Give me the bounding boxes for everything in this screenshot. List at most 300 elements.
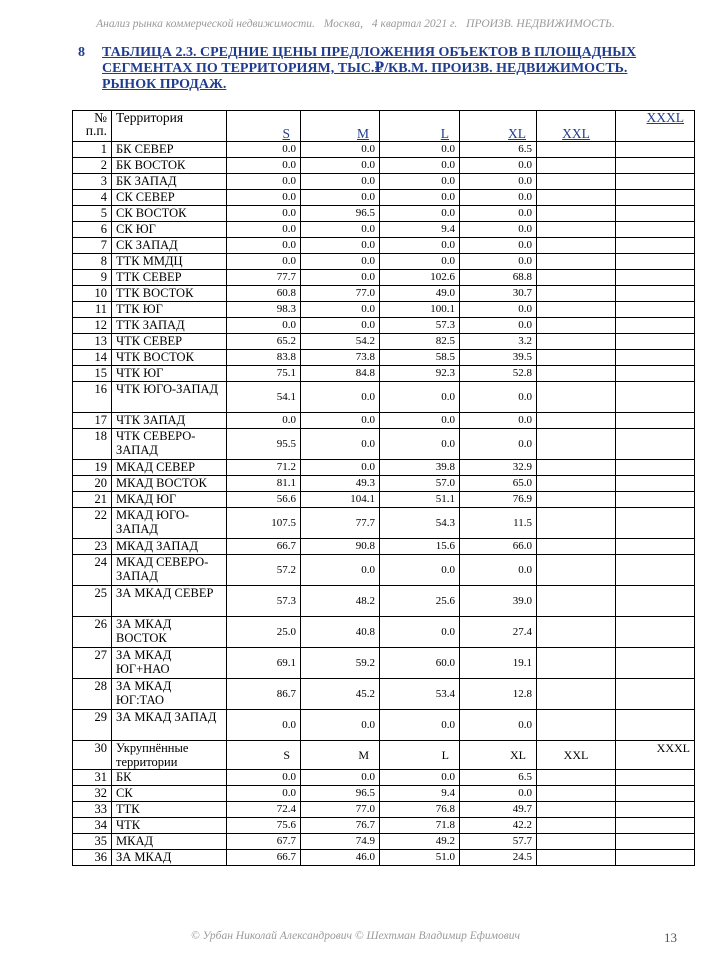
value-xxl bbox=[537, 222, 616, 238]
row-number: 27 bbox=[73, 648, 112, 679]
value-l: 0.0 bbox=[380, 174, 460, 190]
header-xxxl-link[interactable]: XXXL bbox=[616, 111, 695, 142]
table-row bbox=[73, 286, 695, 302]
value-s: 0.0 bbox=[227, 190, 301, 206]
table-row bbox=[73, 460, 695, 476]
territory-cell: ЧТК ЮГ bbox=[112, 366, 227, 382]
value-xxxl bbox=[616, 302, 695, 318]
row-number: 17 bbox=[73, 413, 112, 429]
value-xxl bbox=[537, 286, 616, 302]
header-l-link[interactable]: L bbox=[380, 111, 460, 142]
value-m: 59.2 bbox=[301, 648, 380, 679]
value-xxl bbox=[537, 429, 616, 460]
value-s: 0.0 bbox=[227, 238, 301, 254]
value-xxxl bbox=[616, 270, 695, 286]
subheader-territory: Укрупнённые территории bbox=[112, 741, 227, 770]
value-xxl bbox=[537, 710, 616, 741]
row-number: 13 bbox=[73, 334, 112, 350]
row-number: 24 bbox=[73, 555, 112, 586]
value-xl: 68.8 bbox=[460, 270, 537, 286]
value-m: 73.8 bbox=[301, 350, 380, 366]
territory-cell: БК СЕВЕР bbox=[112, 142, 227, 158]
value-s: 98.3 bbox=[227, 302, 301, 318]
value-s: 86.7 bbox=[227, 679, 301, 710]
value-s: 0.0 bbox=[227, 254, 301, 270]
value-s: 77.7 bbox=[227, 270, 301, 286]
table-row bbox=[73, 492, 695, 508]
table-row bbox=[73, 318, 695, 334]
value-xxxl bbox=[616, 190, 695, 206]
value-xxxl bbox=[616, 350, 695, 366]
table-row bbox=[73, 508, 695, 539]
table-row bbox=[73, 190, 695, 206]
value-l: 0.0 bbox=[380, 555, 460, 586]
value-m: 77.7 bbox=[301, 508, 380, 539]
table-row bbox=[73, 382, 695, 413]
territory-cell: ЗА МКАД ЗАПАД bbox=[112, 710, 227, 741]
value-m: 0.0 bbox=[301, 318, 380, 334]
value-xxl bbox=[537, 460, 616, 476]
value-s: 65.2 bbox=[227, 334, 301, 350]
table-row bbox=[73, 539, 695, 555]
row-number: 36 bbox=[73, 850, 112, 866]
value-xxxl bbox=[616, 476, 695, 492]
value-m: 0.0 bbox=[301, 222, 380, 238]
value-xxl bbox=[537, 786, 616, 802]
row-number: 6 bbox=[73, 222, 112, 238]
value-xl: 49.7 bbox=[460, 802, 537, 818]
value-xl: 6.5 bbox=[460, 142, 537, 158]
value-m: 0.0 bbox=[301, 710, 380, 741]
value-xl: 0.0 bbox=[460, 413, 537, 429]
header-segment: ПРОИЗВ. НЕДВИЖИМОСТЬ. bbox=[466, 18, 615, 30]
value-s: 67.7 bbox=[227, 834, 301, 850]
value-xxxl bbox=[616, 834, 695, 850]
table-row bbox=[73, 429, 695, 460]
value-xxxl bbox=[616, 850, 695, 866]
value-xl: 76.9 bbox=[460, 492, 537, 508]
value-xl: 0.0 bbox=[460, 174, 537, 190]
value-m: 104.1 bbox=[301, 492, 380, 508]
row-number: 20 bbox=[73, 476, 112, 492]
value-s: 0.0 bbox=[227, 710, 301, 741]
value-xxl bbox=[537, 648, 616, 679]
territory-cell: МКАД ВОСТОК bbox=[112, 476, 227, 492]
row-number: 3 bbox=[73, 174, 112, 190]
subheader-xl: XL bbox=[460, 741, 537, 770]
value-xl: 65.0 bbox=[460, 476, 537, 492]
table-row bbox=[73, 366, 695, 382]
value-m: 96.5 bbox=[301, 206, 380, 222]
row-number: 1 bbox=[73, 142, 112, 158]
value-s: 0.0 bbox=[227, 413, 301, 429]
table-row bbox=[73, 786, 695, 802]
value-l: 60.0 bbox=[380, 648, 460, 679]
value-l: 9.4 bbox=[380, 222, 460, 238]
value-xl: 0.0 bbox=[460, 302, 537, 318]
row-number: 35 bbox=[73, 834, 112, 850]
row-number: 10 bbox=[73, 286, 112, 302]
value-s: 0.0 bbox=[227, 222, 301, 238]
header-m-link[interactable]: M bbox=[301, 111, 380, 142]
value-s: 25.0 bbox=[227, 617, 301, 648]
value-s: 0.0 bbox=[227, 318, 301, 334]
value-s: 0.0 bbox=[227, 770, 301, 786]
value-xxl bbox=[537, 366, 616, 382]
row-number: 19 bbox=[73, 460, 112, 476]
table-row bbox=[73, 238, 695, 254]
value-xxl bbox=[537, 190, 616, 206]
value-xxl bbox=[537, 508, 616, 539]
value-xxxl bbox=[616, 648, 695, 679]
value-l: 15.6 bbox=[380, 539, 460, 555]
territory-cell: СК ВОСТОК bbox=[112, 206, 227, 222]
value-xxxl bbox=[616, 334, 695, 350]
value-l: 49.2 bbox=[380, 834, 460, 850]
row-number: 34 bbox=[73, 818, 112, 834]
value-xxl bbox=[537, 350, 616, 366]
value-m: 0.0 bbox=[301, 429, 380, 460]
value-xxxl bbox=[616, 770, 695, 786]
table-title-block bbox=[78, 45, 678, 93]
table-row bbox=[73, 679, 695, 710]
table-row bbox=[73, 586, 695, 617]
value-l: 57.0 bbox=[380, 476, 460, 492]
territory-cell: БК ЗАПАД bbox=[112, 174, 227, 190]
value-l: 51.1 bbox=[380, 492, 460, 508]
territory-cell: СК bbox=[112, 786, 227, 802]
value-m: 0.0 bbox=[301, 413, 380, 429]
header-xxl-link[interactable]: XXL bbox=[537, 111, 616, 142]
table-row bbox=[73, 476, 695, 492]
value-l: 9.4 bbox=[380, 786, 460, 802]
value-xxl bbox=[537, 818, 616, 834]
value-xl: 0.0 bbox=[460, 429, 537, 460]
value-xxxl bbox=[616, 318, 695, 334]
value-xxl bbox=[537, 770, 616, 786]
table-row bbox=[73, 158, 695, 174]
value-xl: 39.5 bbox=[460, 350, 537, 366]
value-s: 60.8 bbox=[227, 286, 301, 302]
value-xxl bbox=[537, 142, 616, 158]
value-xxxl bbox=[616, 222, 695, 238]
territory-cell: ЗА МКАД СЕВЕР bbox=[112, 586, 227, 617]
row-number: 15 bbox=[73, 366, 112, 382]
value-xl: 0.0 bbox=[460, 206, 537, 222]
value-xxxl bbox=[616, 539, 695, 555]
subheader-xxl: XXL bbox=[537, 741, 616, 770]
value-xxl bbox=[537, 586, 616, 617]
value-xl: 27.4 bbox=[460, 617, 537, 648]
header-no: № п.п. bbox=[73, 111, 112, 142]
value-l: 39.8 bbox=[380, 460, 460, 476]
header-xl-link[interactable]: XL bbox=[460, 111, 537, 142]
value-m: 48.2 bbox=[301, 586, 380, 617]
value-xxxl bbox=[616, 142, 695, 158]
header-territory: Территория bbox=[112, 111, 227, 142]
value-xl: 42.2 bbox=[460, 818, 537, 834]
territory-cell: МКАД bbox=[112, 834, 227, 850]
value-xxl bbox=[537, 850, 616, 866]
table-row bbox=[73, 302, 695, 318]
table-row bbox=[73, 222, 695, 238]
territory-cell: ТТК ЗАПАД bbox=[112, 318, 227, 334]
header-report-title: Анализ рынка коммерческой недвижимости. bbox=[96, 18, 315, 30]
value-xxxl bbox=[616, 366, 695, 382]
territory-cell: МКАД ЮГ bbox=[112, 492, 227, 508]
value-xl: 0.0 bbox=[460, 222, 537, 238]
value-xl: 6.5 bbox=[460, 770, 537, 786]
row-number: 29 bbox=[73, 710, 112, 741]
value-m: 0.0 bbox=[301, 190, 380, 206]
territory-cell: ТТК ВОСТОК bbox=[112, 286, 227, 302]
row-number: 11 bbox=[73, 302, 112, 318]
table-row bbox=[73, 142, 695, 158]
value-xl: 0.0 bbox=[460, 238, 537, 254]
value-l: 51.0 bbox=[380, 850, 460, 866]
subheader-s: S bbox=[227, 741, 301, 770]
value-xxxl bbox=[616, 586, 695, 617]
value-l: 54.3 bbox=[380, 508, 460, 539]
value-l: 102.6 bbox=[380, 270, 460, 286]
value-l: 53.4 bbox=[380, 679, 460, 710]
territory-cell: ЧТК СЕВЕР bbox=[112, 334, 227, 350]
value-m: 0.0 bbox=[301, 254, 380, 270]
table-row bbox=[73, 350, 695, 366]
prices-table bbox=[72, 110, 695, 866]
value-s: 0.0 bbox=[227, 142, 301, 158]
territory-cell: ТТК ЮГ bbox=[112, 302, 227, 318]
value-xxxl bbox=[616, 679, 695, 710]
header-period: 4 квартал 2021 г. bbox=[371, 18, 458, 30]
value-l: 0.0 bbox=[380, 770, 460, 786]
subheader-l: L bbox=[380, 741, 460, 770]
row-number: 16 bbox=[73, 382, 112, 413]
row-number: 32 bbox=[73, 786, 112, 802]
value-xl: 0.0 bbox=[460, 318, 537, 334]
value-s: 71.2 bbox=[227, 460, 301, 476]
value-l: 57.3 bbox=[380, 318, 460, 334]
value-xxxl bbox=[616, 254, 695, 270]
value-l: 0.0 bbox=[380, 158, 460, 174]
value-l: 58.5 bbox=[380, 350, 460, 366]
value-m: 77.0 bbox=[301, 286, 380, 302]
value-m: 49.3 bbox=[301, 476, 380, 492]
value-xl: 0.0 bbox=[460, 190, 537, 206]
value-l: 0.0 bbox=[380, 429, 460, 460]
territory-cell: БК bbox=[112, 770, 227, 786]
row-number: 18 bbox=[73, 429, 112, 460]
value-xxl bbox=[537, 206, 616, 222]
value-xl: 0.0 bbox=[460, 382, 537, 413]
value-m: 90.8 bbox=[301, 539, 380, 555]
row-number: 4 bbox=[73, 190, 112, 206]
running-header bbox=[0, 18, 711, 30]
territory-cell: МКАД ЮГО-ЗАПАД bbox=[112, 508, 227, 539]
value-l: 0.0 bbox=[380, 206, 460, 222]
value-xl: 0.0 bbox=[460, 555, 537, 586]
value-xl: 0.0 bbox=[460, 786, 537, 802]
value-xxl bbox=[537, 270, 616, 286]
row-number: 7 bbox=[73, 238, 112, 254]
header-s-link[interactable]: S bbox=[227, 111, 301, 142]
value-xxl bbox=[537, 174, 616, 190]
value-xxl bbox=[537, 539, 616, 555]
value-xxxl bbox=[616, 492, 695, 508]
value-m: 0.0 bbox=[301, 270, 380, 286]
value-m: 46.0 bbox=[301, 850, 380, 866]
value-s: 66.7 bbox=[227, 850, 301, 866]
value-xl: 0.0 bbox=[460, 158, 537, 174]
value-m: 0.0 bbox=[301, 555, 380, 586]
aggregated-subheader-row bbox=[73, 741, 695, 770]
value-l: 82.5 bbox=[380, 334, 460, 350]
value-xxxl bbox=[616, 617, 695, 648]
value-xxl bbox=[537, 158, 616, 174]
value-l: 0.0 bbox=[380, 710, 460, 741]
value-s: 0.0 bbox=[227, 206, 301, 222]
value-xxxl bbox=[616, 786, 695, 802]
value-m: 0.0 bbox=[301, 174, 380, 190]
value-l: 49.0 bbox=[380, 286, 460, 302]
territory-cell: ЗА МКАД bbox=[112, 850, 227, 866]
territory-cell: ЧТК СЕВЕРО-ЗАПАД bbox=[112, 429, 227, 460]
territory-cell: ЧТК ВОСТОК bbox=[112, 350, 227, 366]
value-xl: 32.9 bbox=[460, 460, 537, 476]
value-xxl bbox=[537, 834, 616, 850]
row-number: 31 bbox=[73, 770, 112, 786]
value-xxxl bbox=[616, 460, 695, 476]
territory-cell: БК ВОСТОК bbox=[112, 158, 227, 174]
value-s: 81.1 bbox=[227, 476, 301, 492]
header-city: Москва, bbox=[323, 18, 363, 30]
value-xl: 11.5 bbox=[460, 508, 537, 539]
row-number: 30 bbox=[73, 741, 112, 770]
value-s: 75.6 bbox=[227, 818, 301, 834]
territory-cell: ЗА МКАД ВОСТОК bbox=[112, 617, 227, 648]
territory-cell: МКАД СЕВЕР bbox=[112, 460, 227, 476]
row-number: 12 bbox=[73, 318, 112, 334]
value-xxl bbox=[537, 476, 616, 492]
row-number: 5 bbox=[73, 206, 112, 222]
value-s: 57.2 bbox=[227, 555, 301, 586]
value-xl: 0.0 bbox=[460, 710, 537, 741]
table-row bbox=[73, 555, 695, 586]
value-xxxl bbox=[616, 710, 695, 741]
value-m: 0.0 bbox=[301, 142, 380, 158]
value-s: 56.6 bbox=[227, 492, 301, 508]
table-row bbox=[73, 850, 695, 866]
table-row bbox=[73, 174, 695, 190]
row-number: 28 bbox=[73, 679, 112, 710]
row-number: 26 bbox=[73, 617, 112, 648]
value-xl: 30.7 bbox=[460, 286, 537, 302]
value-l: 71.8 bbox=[380, 818, 460, 834]
value-s: 0.0 bbox=[227, 786, 301, 802]
value-s: 54.1 bbox=[227, 382, 301, 413]
value-m: 45.2 bbox=[301, 679, 380, 710]
value-xxl bbox=[537, 555, 616, 586]
value-s: 72.4 bbox=[227, 802, 301, 818]
value-xl: 66.0 bbox=[460, 539, 537, 555]
table-row bbox=[73, 617, 695, 648]
table-row bbox=[73, 770, 695, 786]
value-xxxl bbox=[616, 174, 695, 190]
value-m: 0.0 bbox=[301, 770, 380, 786]
value-xxl bbox=[537, 802, 616, 818]
row-number: 2 bbox=[73, 158, 112, 174]
value-m: 0.0 bbox=[301, 302, 380, 318]
value-xxxl bbox=[616, 286, 695, 302]
value-l: 0.0 bbox=[380, 413, 460, 429]
page-number: 13 bbox=[664, 930, 677, 945]
table-row bbox=[73, 802, 695, 818]
value-m: 40.8 bbox=[301, 617, 380, 648]
value-l: 0.0 bbox=[380, 238, 460, 254]
territory-cell: СК СЕВЕР bbox=[112, 190, 227, 206]
table-row bbox=[73, 334, 695, 350]
territory-cell: ТТК ММДЦ bbox=[112, 254, 227, 270]
value-xxxl bbox=[616, 158, 695, 174]
value-xxl bbox=[537, 617, 616, 648]
territory-cell: ЗА МКАД ЮГ:ТАО bbox=[112, 679, 227, 710]
value-xl: 3.2 bbox=[460, 334, 537, 350]
value-xxxl bbox=[616, 802, 695, 818]
subheader-xxxl: XXXL bbox=[616, 741, 695, 770]
value-s: 95.5 bbox=[227, 429, 301, 460]
value-l: 25.6 bbox=[380, 586, 460, 617]
value-xl: 0.0 bbox=[460, 254, 537, 270]
table-title-link[interactable]: ТАБЛИЦА 2.3. СРЕДНИЕ ЦЕНЫ ПРЕДЛОЖЕНИЯ ОБЪЕКТОВ В ПЛОЩАДНЫХ СЕГМЕНТАХ ПО ТЕРРИТОРИЯМ, ТЫС.₽/КВ.М. ПРОИЗВ. НЕДВИЖИМОСТЬ. РЫНОК ПРОДАЖ. bbox=[102, 45, 637, 92]
value-xxxl bbox=[616, 818, 695, 834]
value-l: 0.0 bbox=[380, 142, 460, 158]
value-xxl bbox=[537, 238, 616, 254]
value-l: 0.0 bbox=[380, 382, 460, 413]
table-row bbox=[73, 270, 695, 286]
territory-cell: СК ЗАПАД bbox=[112, 238, 227, 254]
row-number: 33 bbox=[73, 802, 112, 818]
value-l: 92.3 bbox=[380, 366, 460, 382]
territory-cell: ТТК СЕВЕР bbox=[112, 270, 227, 286]
value-xl: 19.1 bbox=[460, 648, 537, 679]
table-row bbox=[73, 710, 695, 741]
territory-cell: ЗА МКАД ЮГ+НАО bbox=[112, 648, 227, 679]
value-xxxl bbox=[616, 508, 695, 539]
value-m: 77.0 bbox=[301, 802, 380, 818]
table-row bbox=[73, 648, 695, 679]
table-row bbox=[73, 413, 695, 429]
table-row bbox=[73, 254, 695, 270]
value-s: 69.1 bbox=[227, 648, 301, 679]
value-l: 100.1 bbox=[380, 302, 460, 318]
footer-copyright: © Урбан Николай Александрович © Шехтман Владимир Ефимович bbox=[191, 930, 520, 942]
value-m: 0.0 bbox=[301, 382, 380, 413]
territory-cell: МКАД СЕВЕРО-ЗАПАД bbox=[112, 555, 227, 586]
value-m: 74.9 bbox=[301, 834, 380, 850]
value-xxl bbox=[537, 382, 616, 413]
value-xxl bbox=[537, 254, 616, 270]
section-number: 8 bbox=[78, 45, 85, 60]
row-number: 23 bbox=[73, 539, 112, 555]
value-m: 0.0 bbox=[301, 238, 380, 254]
territory-cell: ЧТК ЗАПАД bbox=[112, 413, 227, 429]
row-number: 9 bbox=[73, 270, 112, 286]
value-xxxl bbox=[616, 382, 695, 413]
value-m: 0.0 bbox=[301, 460, 380, 476]
value-xl: 24.5 bbox=[460, 850, 537, 866]
value-xl: 52.8 bbox=[460, 366, 537, 382]
value-xl: 39.0 bbox=[460, 586, 537, 617]
